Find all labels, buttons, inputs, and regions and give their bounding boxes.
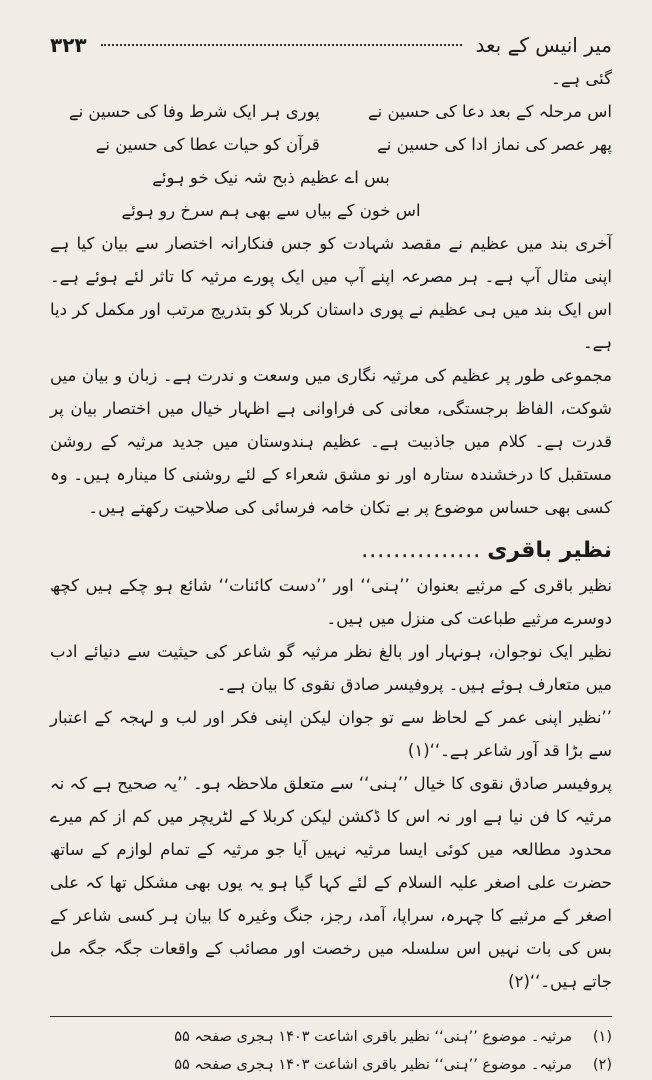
verse-misra: اس مرحلہ کے بعد دعا کی حسین نے (368, 102, 612, 121)
paragraph: آخری بند میں عظیم نے مقصد شہادت کو جس فنکارانہ اختصار سے بیان کیا ہے اپنی مثال آپ ہے۔ ہر مصرعہ اپنے آپ میں ایک پورے مرثیہ کا تاثر لئے ہوئے ہے۔ اس ایک بند میں ہی عظیم نے پوری داستان کربلا کو بتدریج مرتب اور مکمل کر دیا ہے۔ (50, 234, 612, 352)
verse-misra: قرآن کو حیات عطا کی حسین نے (95, 135, 320, 154)
verse-misra: پھر عصر کی نماز ادا کی حسین نے (377, 135, 612, 154)
couplet-line: بس اے عظیم ذبح شہ نیک خو ہوئے (152, 168, 390, 187)
footnote-number: (۱) (592, 1029, 612, 1045)
paragraph: مجموعی طور پر عظیم کی مرثیہ نگاری میں وسعت و ندرت ہے۔ زبان و بیان میں شوکت، الفاظ برجستگی، معانی کی فراوانی ہے اظہار خیال میں اختصار بیان پر قدرت ہے۔ کلام میں جاذبیت ہے۔ عظیم ہندوستان میں جدید مرثیہ کے روشن مستقبل کا درخشندہ ستارہ اور نو مشق شعراء کے لئے روشنی کا مینارہ ہیں۔ وہ کسی بھی حساس موضوع پر بے تکان خامہ فرسائی کی صلاحیت رکھتے ہیں۔ (50, 366, 612, 517)
couplet-line: اس خون کے بیاں سے بھی ہم سرخ رو ہوئے (121, 201, 421, 220)
paragraph: نظیر باقری کے مرثیے بعنوان ’’ہنی‘‘ اور ’’دست کائنات‘‘ شائع ہو چکے ہیں کچھ دوسرے مرثیے طباعت کی منزل میں ہیں۔ (50, 576, 612, 628)
section-title: نظیر باقری (487, 538, 612, 563)
footnote-text: مرثیہ۔ موضوع ’’ہنی‘‘ نظیر باقری اشاعت ۱۴۰۳ ہجری صفحہ ۵۵ (174, 1029, 572, 1045)
paragraph: پروفیسر صادق نقوی کا خیال ’’ہنی‘‘ سے متعلق ملاحظہ ہو۔ ’’یہ صحیح ہے کہ نہ مرثیہ کا فن نیا ہے اور نہ اس کا ڈکشن لیکن کربلا کے لٹریچر میں کم از کم میرے محدود مطالعہ میں کوئی ایسا مرثیہ نہیں آیا جو مرثیہ کے تمام لوازم کے ساتھ حضرت علی اصغر علیہ السلام کے لئے کہا گیا ہو یہ یوں بھی مشکل تھا کہ علی اصغر کے مرثیے کا چہرہ، سراپا، آمد، رجز، جنگ وغیرہ کا بیان ہر کسی شاعر کے بس کی بات نہیں اس سلسلہ میں رخصت اور مصائب کے واقعات جگہ جگہ مل جاتے ہیں۔‘‘(۲) (50, 774, 612, 991)
paragraph: نظیر ایک نوجوان، ہونہار اور بالغ نظر مرثیہ گو شاعر کی حیثیت سے دنیائے ادب میں متعارف ہوئے ہیں۔ پروفیسر صادق نقوی کا بیان ہے۔ (50, 642, 612, 694)
footnote-number: (۲) (592, 1057, 612, 1073)
section-heading (50, 534, 612, 567)
footnote-text: مرثیہ۔ موضوع ’’ہنی‘‘ نظیر باقری اشاعت ۱۴۰۳ ہجری صفحہ ۵۵ (174, 1057, 572, 1073)
verse-row (50, 95, 612, 128)
footnote-rule (50, 1016, 612, 1017)
page-number: ۳۲۳ (50, 33, 87, 57)
section-dots: ............... (361, 538, 482, 563)
footnote (50, 1023, 612, 1051)
header-dotted-rule (101, 44, 462, 46)
verse-row (50, 128, 612, 161)
page-body (50, 62, 612, 998)
continued-line: گئی ہے۔ (551, 69, 612, 88)
running-header (50, 28, 612, 62)
verse-misra: پوری ہر ایک شرط وفا کی حسین نے (68, 102, 320, 121)
running-title: میر انیس کے بعد (475, 33, 612, 57)
footnote (50, 1051, 612, 1079)
quotation: ’’نظیر اپنی عمر کے لحاظ سے تو جوان لیکن اپنی فکر اور لب و لہجہ کے اعتبار سے بڑا قد آور شاعر ہے۔‘‘(۱) (50, 708, 612, 760)
